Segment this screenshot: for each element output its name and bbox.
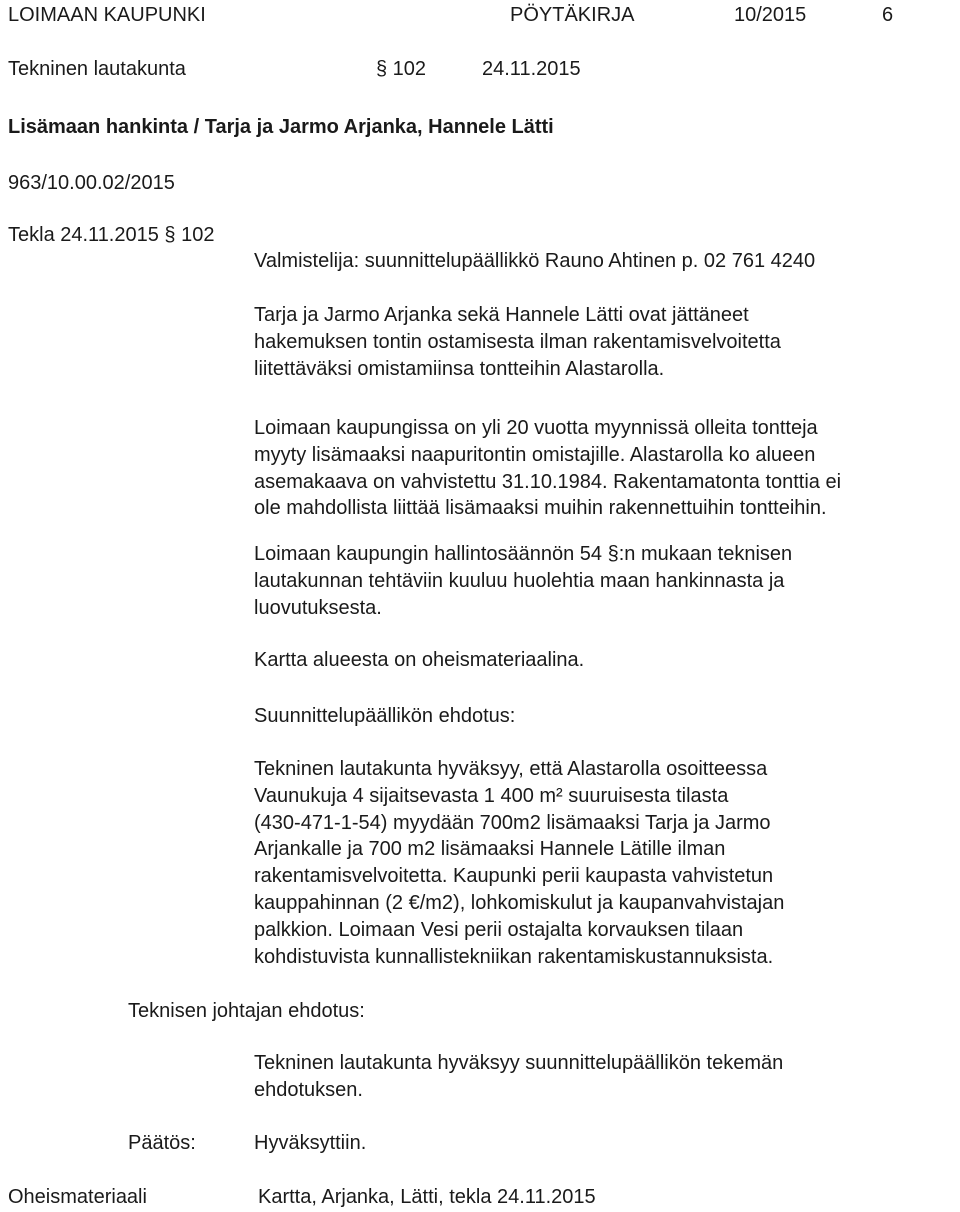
doc-number: 10/2015 bbox=[734, 4, 807, 26]
record-number: 963/10.00.02/2015 bbox=[8, 172, 175, 194]
paragraph-line: luovutuksesta. bbox=[254, 596, 382, 619]
paragraph-line: Loimaan kaupungin hallintosäännön 54 §:n mukaan teknisen bbox=[254, 543, 793, 565]
planner-proposal-heading bbox=[254, 703, 954, 730]
paragraph-line: asemakaava on vahvistettu 31.10.1984. Rakentamatonta tonttia ei bbox=[254, 470, 842, 493]
attachment-label: Oheismateriaali bbox=[8, 1186, 147, 1208]
paragraph-line: myyty lisämaaksi naapuritontin omistajille. Alastarolla ko alueen bbox=[254, 443, 816, 466]
paragraph-line: liitettäväksi omistamiinsa tontteihin Alastarolla. bbox=[254, 357, 665, 380]
paragraph-line: hakemuksen tontin ostamisesta ilman rakentamisvelvoitetta bbox=[254, 330, 781, 353]
paragraph-application bbox=[254, 302, 954, 382]
paragraph-map-note bbox=[254, 647, 954, 674]
paragraph-regulation bbox=[254, 541, 954, 621]
page-number: 6 bbox=[882, 4, 894, 26]
doc-type: PÖYTÄKIRJA bbox=[510, 4, 635, 26]
decision-text: Hyväksyttiin. bbox=[254, 1132, 367, 1154]
paragraph-line: ole mahdollista liittää lisämaaksi muihin rakennettuihin tontteihin. bbox=[254, 497, 827, 520]
paragraph-line: Tekninen lautakunta hyväksyy suunnittelupäällikön tekemän bbox=[254, 1052, 784, 1074]
paragraph-line: kauppahinnan (2 €/m2), lohkomiskulut ja kaupanvahvistajan bbox=[254, 891, 785, 914]
paragraph-line: palkkion. Loimaan Vesi perii ostajalta korvauksen tilaan bbox=[254, 918, 744, 941]
paragraph-background bbox=[254, 415, 954, 522]
paragraph-line: kohdistuvista kunnallistekniikan rakentamiskustannuksista. bbox=[254, 945, 774, 968]
paragraph-line: rakentamisvelvoitetta. Kaupunki perii kaupasta vahvistetun bbox=[254, 865, 774, 888]
decision-label: Päätös: bbox=[128, 1132, 196, 1154]
paragraph-line: Vaunukuja 4 sijaitsevasta 1 400 m² suuruisesta tilasta bbox=[254, 784, 729, 807]
paragraph-line: Suunnittelupäällikön ehdotus: bbox=[254, 705, 516, 727]
paragraph-line: Tarja ja Jarmo Arjanka sekä Hannele Lätti ovat jättäneet bbox=[254, 304, 749, 326]
paragraph-line: Arjankalle ja 700 m2 lisämaaksi Hannele Lätille ilman bbox=[254, 838, 726, 861]
paragraph-line: Loimaan kaupungissa on yli 20 vuotta myynnissä olleita tontteja bbox=[254, 417, 818, 439]
attachment-text: Kartta, Arjanka, Lätti, tekla 24.11.2015 bbox=[258, 1186, 596, 1208]
paragraph-line: Kartta alueesta on oheismateriaalina. bbox=[254, 649, 585, 671]
paragraph-line: lautakunnan tehtäviin kuuluu huolehtia maan hankinnasta ja bbox=[254, 569, 785, 592]
meeting-date: 24.11.2015 bbox=[482, 58, 581, 80]
page-title: Lisämaan hankinta / Tarja ja Jarmo Arjanka, Hannele Lätti bbox=[8, 116, 554, 138]
preparer-line: Valmistelija: suunnittelupäällikkö Rauno Ahtinen p. 02 761 4240 bbox=[254, 250, 816, 272]
org-name: LOIMAAN KAUPUNKI bbox=[8, 4, 206, 26]
paragraph-line: (430-471-1-54) myydään 700m2 lisämaaksi Tarja ja Jarmo bbox=[254, 811, 771, 834]
director-proposal-label: Teknisen johtajan ehdotus: bbox=[128, 1000, 365, 1022]
planner-proposal bbox=[254, 756, 954, 970]
meeting-reference: Tekla 24.11.2015 § 102 bbox=[8, 224, 215, 246]
paragraph-line: Tekninen lautakunta hyväksyy, että Alastarolla osoitteessa bbox=[254, 758, 768, 780]
board-name: Tekninen lautakunta bbox=[8, 58, 186, 80]
paragraph-line: ehdotuksen. bbox=[254, 1078, 363, 1101]
section-number: § 102 bbox=[376, 58, 427, 80]
director-proposal bbox=[254, 1050, 954, 1104]
